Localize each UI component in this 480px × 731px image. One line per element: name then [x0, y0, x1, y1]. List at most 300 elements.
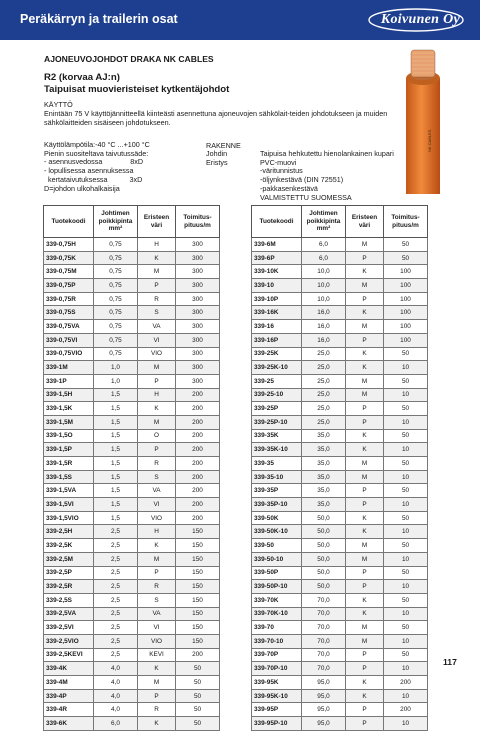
table-row	[44, 648, 220, 662]
length-cell: 50	[384, 484, 428, 498]
length-cell: 200	[176, 402, 220, 416]
cross-section-cell: 2,5	[94, 634, 138, 648]
product-code-cell: 339-50P	[252, 566, 302, 580]
cross-section-cell: 95,0	[302, 703, 346, 717]
table-row	[44, 388, 220, 402]
product-code-cell: 339-70K-10	[252, 607, 302, 621]
cross-section-cell: 50,0	[302, 525, 346, 539]
page-number: 117	[443, 657, 457, 667]
color-cell: VA	[138, 607, 176, 621]
length-cell: 200	[176, 511, 220, 525]
cross-section-cell: 1,5	[94, 402, 138, 416]
color-cell: K	[346, 443, 384, 457]
table-row	[44, 402, 220, 416]
table-row	[252, 279, 428, 293]
color-cell: P	[346, 402, 384, 416]
product-code-cell: 339-4M	[44, 676, 94, 690]
color-cell: K	[138, 539, 176, 553]
product-code-cell: 339-25K-10	[252, 361, 302, 375]
cross-section-cell: 70,0	[302, 662, 346, 676]
rakenne-label: Eristys	[206, 157, 228, 167]
cross-section-cell: 70,0	[302, 621, 346, 635]
product-description: Taipuisat muovieristeiset kytkentäjohdot	[44, 84, 230, 95]
length-cell: 10	[384, 607, 428, 621]
length-cell: 300	[176, 333, 220, 347]
cross-section-cell: 0,75	[94, 265, 138, 279]
color-cell: M	[346, 457, 384, 471]
length-cell: 50	[176, 689, 220, 703]
color-cell: R	[138, 580, 176, 594]
length-cell: 300	[176, 320, 220, 334]
color-cell: R	[138, 457, 176, 471]
cross-section-cell: 4,0	[94, 689, 138, 703]
table-row	[252, 607, 428, 621]
product-code-cell: 339-1,5VIO	[44, 511, 94, 525]
color-cell: M	[138, 415, 176, 429]
cross-section-cell: 0,75	[94, 306, 138, 320]
length-cell: 10	[384, 498, 428, 512]
product-code-cell: 339-35K	[252, 429, 302, 443]
length-cell: 150	[176, 634, 220, 648]
color-cell: P	[346, 662, 384, 676]
color-cell: P	[346, 703, 384, 717]
color-cell: R	[138, 703, 176, 717]
table-row	[252, 621, 428, 635]
product-code-cell: 339-2,5P	[44, 566, 94, 580]
length-cell: 200	[384, 676, 428, 690]
table-row	[252, 429, 428, 443]
table-row	[252, 361, 428, 375]
color-cell: H	[138, 525, 176, 539]
color-cell: K	[346, 429, 384, 443]
color-cell: K	[138, 251, 176, 265]
cross-section-cell: 0,75	[94, 292, 138, 306]
length-cell: 10	[384, 443, 428, 457]
product-code-cell: 339-0,75K	[44, 251, 94, 265]
rakenne-heading: RAKENNE	[206, 141, 241, 150]
table-header-row	[44, 206, 220, 238]
color-cell: M	[138, 676, 176, 690]
color-cell: P	[138, 443, 176, 457]
cross-section-cell: 16,0	[302, 333, 346, 347]
header-title: Peräkärryn ja trailerin osat	[20, 12, 178, 26]
table-row	[44, 333, 220, 347]
color-cell: VIO	[138, 511, 176, 525]
section-title: AJONEUVOJOHDOT DRAKA NK CABLES	[44, 54, 214, 64]
rakenne-label: Johdin	[206, 149, 228, 158]
table-row	[252, 443, 428, 457]
table-row	[44, 251, 220, 265]
length-cell: 50	[176, 676, 220, 690]
product-code-cell: 339-35K-10	[252, 443, 302, 457]
table-row	[252, 374, 428, 388]
length-cell: 100	[384, 320, 428, 334]
length-cell: 50	[176, 662, 220, 676]
product-code-cell: 339-70P	[252, 648, 302, 662]
product-code-cell: 339-2,5K	[44, 539, 94, 553]
table-row	[44, 676, 220, 690]
color-cell: M	[138, 361, 176, 375]
cross-section-cell: 0,75	[94, 333, 138, 347]
color-cell: P	[346, 580, 384, 594]
color-cell: M	[346, 238, 384, 252]
cross-section-cell: 95,0	[302, 717, 346, 731]
color-cell: K	[346, 306, 384, 320]
color-cell: S	[138, 593, 176, 607]
cable-image	[398, 44, 478, 194]
product-code-cell: 339-1,5R	[44, 457, 94, 471]
product-code-cell: 339-2,5M	[44, 552, 94, 566]
cross-section-cell: 35,0	[302, 470, 346, 484]
cross-section-cell: 0,75	[94, 320, 138, 334]
product-code-cell: 339-25-10	[252, 388, 302, 402]
product-code-cell: 339-2,5H	[44, 525, 94, 539]
cross-section-cell: 2,5	[94, 566, 138, 580]
table-row	[252, 676, 428, 690]
color-cell: O	[138, 429, 176, 443]
length-cell: 10	[384, 415, 428, 429]
table-header-row	[252, 206, 428, 238]
length-cell: 300	[176, 361, 220, 375]
length-cell: 200	[176, 415, 220, 429]
length-cell: 50	[384, 566, 428, 580]
length-cell: 200	[176, 388, 220, 402]
product-code-cell: 339-0,75S	[44, 306, 94, 320]
product-code-cell: 339-1,5K	[44, 402, 94, 416]
color-cell: VIO	[138, 634, 176, 648]
usage-text: Enintään 75 V käyttöjännitteellä kiinteästi asennettuna ajoneuvojen sähkölait-teiden johdotukseen ja muiden sähkölaitteiden sisäiseen johdotukseen.	[44, 109, 388, 127]
cross-section-cell: 2,5	[94, 593, 138, 607]
color-cell: S	[138, 306, 176, 320]
length-cell: 50	[176, 703, 220, 717]
length-cell: 150	[176, 621, 220, 635]
length-cell: 200	[176, 648, 220, 662]
product-code-cell: 339-95P-10	[252, 717, 302, 731]
product-table-left	[43, 205, 220, 731]
color-cell: K	[346, 361, 384, 375]
color-cell: P	[346, 415, 384, 429]
color-cell: P	[346, 717, 384, 731]
product-code-cell: 339-4R	[44, 703, 94, 717]
cross-section-cell: 35,0	[302, 498, 346, 512]
spec-line: - lopullisessa asennuksessa	[44, 166, 134, 176]
length-cell: 10	[384, 634, 428, 648]
product-code-cell: 339-70P-10	[252, 662, 302, 676]
cross-section-cell: 2,5	[94, 648, 138, 662]
spec-line: D=johdon ulkohalkaisija	[44, 183, 120, 193]
cross-section-cell: 4,0	[94, 662, 138, 676]
cross-section-cell: 35,0	[302, 484, 346, 498]
product-code-cell: 339-0,75M	[44, 265, 94, 279]
table-row	[44, 347, 220, 361]
color-cell: K	[346, 689, 384, 703]
table-row	[44, 238, 220, 252]
length-cell: 50	[384, 511, 428, 525]
usage-heading: KÄYTTÖ	[44, 100, 73, 109]
cross-section-cell: 2,5	[94, 580, 138, 594]
table-row	[44, 374, 220, 388]
cross-section-cell: 0,75	[94, 279, 138, 293]
table-row	[252, 347, 428, 361]
product-code-cell: 339-25K	[252, 347, 302, 361]
table-row	[44, 415, 220, 429]
color-cell: H	[138, 388, 176, 402]
table-row	[252, 525, 428, 539]
table-row	[252, 498, 428, 512]
product-code-cell: 339-35-10	[252, 470, 302, 484]
cross-section-cell: 16,0	[302, 306, 346, 320]
product-code-cell: 339-35P	[252, 484, 302, 498]
product-code-cell: 339-0,75VA	[44, 320, 94, 334]
cross-section-cell: 50,0	[302, 552, 346, 566]
table-row	[44, 265, 220, 279]
cross-section-cell: 1,5	[94, 388, 138, 402]
cross-section-cell: 0,75	[94, 347, 138, 361]
color-cell: K	[346, 347, 384, 361]
rakenne-value: -väritunnistus	[260, 166, 303, 176]
color-cell: KEVI	[138, 648, 176, 662]
table-row	[252, 251, 428, 265]
spec-line: kertataivutuksessa 3xD	[44, 174, 143, 184]
length-cell: 300	[176, 265, 220, 279]
length-cell: 200	[176, 498, 220, 512]
product-code-cell: 339-2,5R	[44, 580, 94, 594]
color-cell: P	[346, 498, 384, 512]
rakenne-value: -öljynkestävä (DIN 72551)	[260, 175, 344, 185]
product-code-cell: 339-0,75VIO	[44, 347, 94, 361]
cross-section-cell: 25,0	[302, 374, 346, 388]
product-code-cell: 339-4K	[44, 662, 94, 676]
table-row	[252, 539, 428, 553]
product-code-cell: 339-50K-10	[252, 525, 302, 539]
table-row	[252, 580, 428, 594]
product-code-cell: 339-1P	[44, 374, 94, 388]
color-cell: K	[346, 265, 384, 279]
cross-section-cell: 0,75	[94, 238, 138, 252]
color-cell: VI	[138, 333, 176, 347]
product-code-cell: 339-50-10	[252, 552, 302, 566]
color-cell: K	[138, 662, 176, 676]
product-code-cell: 339-10P	[252, 292, 302, 306]
table-row	[44, 580, 220, 594]
table-row	[252, 238, 428, 252]
column-header: Tuotekoodi	[44, 206, 94, 238]
table-row	[44, 689, 220, 703]
table-row	[44, 566, 220, 580]
table-row	[44, 361, 220, 375]
cross-section-cell: 2,5	[94, 621, 138, 635]
table-row	[44, 717, 220, 731]
cross-section-cell: 35,0	[302, 429, 346, 443]
table-row	[44, 593, 220, 607]
length-cell: 50	[384, 621, 428, 635]
cross-section-cell: 70,0	[302, 634, 346, 648]
table-row	[252, 306, 428, 320]
color-cell: P	[346, 484, 384, 498]
cross-section-cell: 1,5	[94, 470, 138, 484]
table-row	[44, 443, 220, 457]
length-cell: 150	[176, 539, 220, 553]
cross-section-cell: 10,0	[302, 279, 346, 293]
cross-section-cell: 70,0	[302, 607, 346, 621]
table-row	[44, 306, 220, 320]
color-cell: P	[346, 251, 384, 265]
color-cell: P	[138, 566, 176, 580]
color-cell: K	[346, 593, 384, 607]
color-cell: P	[138, 689, 176, 703]
color-cell: M	[138, 265, 176, 279]
color-cell: K	[346, 525, 384, 539]
length-cell: 100	[384, 306, 428, 320]
table-row	[44, 511, 220, 525]
length-cell: 10	[384, 470, 428, 484]
length-cell: 10	[384, 580, 428, 594]
cross-section-cell: 35,0	[302, 457, 346, 471]
rakenne-values	[260, 150, 394, 202]
product-code-cell: 339-50K	[252, 511, 302, 525]
table-row	[44, 662, 220, 676]
table-row	[252, 415, 428, 429]
length-cell: 100	[384, 292, 428, 306]
cross-section-cell: 25,0	[302, 388, 346, 402]
cross-section-cell: 1,5	[94, 443, 138, 457]
color-cell: M	[346, 320, 384, 334]
product-code-cell: 339-16K	[252, 306, 302, 320]
length-cell: 10	[384, 689, 428, 703]
rakenne-value: -pakkasenkestävä	[260, 183, 318, 193]
cross-section-cell: 2,5	[94, 607, 138, 621]
column-header: Toimitus-pituus/m	[384, 206, 428, 238]
color-cell: K	[346, 511, 384, 525]
table-row	[44, 607, 220, 621]
cross-section-cell: 25,0	[302, 361, 346, 375]
length-cell: 10	[384, 717, 428, 731]
color-cell: M	[346, 470, 384, 484]
length-cell: 150	[176, 525, 220, 539]
color-cell: H	[138, 238, 176, 252]
length-cell: 300	[176, 279, 220, 293]
cross-section-cell: 50,0	[302, 566, 346, 580]
color-cell: VA	[138, 320, 176, 334]
product-code-cell: 339-2,5VIO	[44, 634, 94, 648]
length-cell: 300	[176, 347, 220, 361]
length-cell: 50	[384, 539, 428, 553]
table-row	[252, 511, 428, 525]
cross-section-cell: 1,0	[94, 374, 138, 388]
column-header: Johtimen poikkipinta mm²	[94, 206, 138, 238]
product-code-cell: 339-70K	[252, 593, 302, 607]
table-row	[252, 457, 428, 471]
table-row	[252, 470, 428, 484]
color-cell: K	[346, 607, 384, 621]
cross-section-cell: 25,0	[302, 347, 346, 361]
length-cell: 100	[384, 265, 428, 279]
cross-section-cell: 0,75	[94, 251, 138, 265]
cross-section-cell: 25,0	[302, 415, 346, 429]
table-row	[44, 470, 220, 484]
product-code-cell: 339-25	[252, 374, 302, 388]
length-cell: 300	[176, 292, 220, 306]
color-cell: P	[346, 292, 384, 306]
product-code-cell: 339-1,5S	[44, 470, 94, 484]
product-code-cell: 339-1M	[44, 361, 94, 375]
product-code-cell: 339-35P-10	[252, 498, 302, 512]
length-cell: 50	[384, 429, 428, 443]
length-cell: 10	[384, 361, 428, 375]
color-cell: P	[138, 374, 176, 388]
length-cell: 200	[176, 484, 220, 498]
product-code-cell: 339-16	[252, 320, 302, 334]
table-row	[252, 648, 428, 662]
product-code-cell: 339-1,5VA	[44, 484, 94, 498]
length-cell: 10	[384, 552, 428, 566]
product-code-cell: 339-95K	[252, 676, 302, 690]
color-cell: M	[346, 634, 384, 648]
product-code-cell: 339-25P	[252, 402, 302, 416]
cable-print: NK CABLES	[427, 129, 432, 152]
table-row	[252, 634, 428, 648]
cross-section-cell: 2,5	[94, 525, 138, 539]
product-code-cell: 339-0,75H	[44, 238, 94, 252]
product-code-cell: 339-2,5S	[44, 593, 94, 607]
cross-section-cell: 1,0	[94, 361, 138, 375]
product-code-cell: 339-2,5KEVI	[44, 648, 94, 662]
cross-section-cell: 16,0	[302, 320, 346, 334]
color-cell: VI	[138, 621, 176, 635]
length-cell: 50	[384, 251, 428, 265]
length-cell: 100	[384, 333, 428, 347]
length-cell: 150	[176, 566, 220, 580]
cross-section-cell: 1,5	[94, 415, 138, 429]
spec-line: - asennusvedossa 8xD	[44, 157, 144, 167]
product-code-line: R2 (korvaa AJ:n)	[44, 72, 120, 83]
cross-section-cell: 50,0	[302, 580, 346, 594]
rakenne-value: Taipuisa hehkutettu hienolankainen kupari	[260, 149, 394, 158]
length-cell: 200	[384, 703, 428, 717]
table-row	[252, 717, 428, 731]
length-cell: 150	[176, 593, 220, 607]
length-cell: 50	[384, 374, 428, 388]
cross-section-cell: 6,0	[302, 251, 346, 265]
cross-section-cell: 6,0	[94, 717, 138, 731]
product-code-cell: 339-1,5O	[44, 429, 94, 443]
table-row	[252, 662, 428, 676]
length-cell: 300	[176, 251, 220, 265]
table-row	[252, 320, 428, 334]
table-row	[252, 388, 428, 402]
cross-section-cell: 70,0	[302, 648, 346, 662]
length-cell: 50	[384, 648, 428, 662]
cross-section-cell: 1,5	[94, 511, 138, 525]
cross-section-cell: 2,5	[94, 539, 138, 553]
table-row	[44, 279, 220, 293]
color-cell: K	[138, 402, 176, 416]
table-row	[44, 484, 220, 498]
product-code-cell: 339-16P	[252, 333, 302, 347]
spec-list	[44, 141, 150, 193]
product-code-cell: 339-95P	[252, 703, 302, 717]
product-code-cell: 339-25P-10	[252, 415, 302, 429]
length-cell: 150	[176, 607, 220, 621]
product-code-cell: 339-35	[252, 457, 302, 471]
table-row	[252, 484, 428, 498]
product-code-cell: 339-6M	[252, 238, 302, 252]
table-row	[44, 498, 220, 512]
table-row	[44, 552, 220, 566]
product-code-cell: 339-95K-10	[252, 689, 302, 703]
table-row	[252, 292, 428, 306]
length-cell: 300	[176, 238, 220, 252]
